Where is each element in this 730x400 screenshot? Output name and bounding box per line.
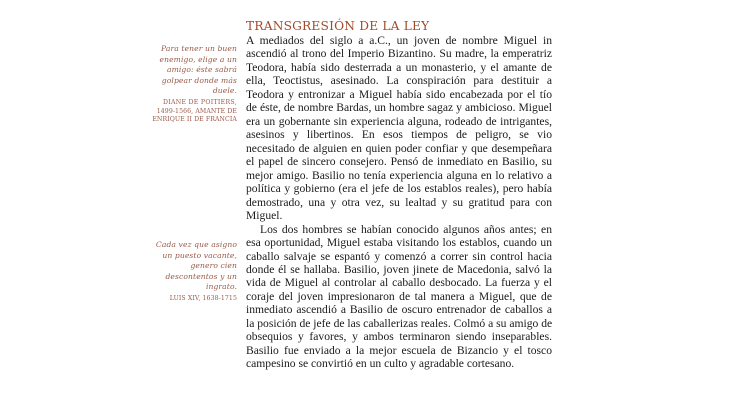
paragraph [246, 34, 552, 223]
quote-line: duele. [212, 86, 237, 96]
paragraph-line: mejor amigo. Basilio no tenía experiencia alguna en lo relativo a [246, 168, 552, 182]
quote-author: DIANE DE POITIERS, [162, 98, 237, 106]
quote-attribution [150, 99, 237, 125]
paragraph-line: de éste, de nombre Bardas, un hombre sagaz y ambicioso. Miguel [246, 101, 552, 115]
quote-line: Cada vez que asigno [155, 240, 237, 249]
quote-luis [150, 240, 237, 304]
quote-line: genero cien [190, 261, 237, 271]
paragraph-line: esa oportunidad, Miguel estaba visitando los establos, cuando un [246, 236, 552, 250]
quote-line: un puesto vacante, [162, 250, 237, 260]
paragraph-line: asesinos y libertinos. En esos tiempos de peligro, se vio [246, 128, 552, 142]
quote-line: descontentos y un [165, 271, 237, 281]
paragraph-line: caballo salvaje se espantó y comenzó a correr sin control hacia [246, 249, 552, 263]
paragraph-line: Los dos hombres se habían conocido algunos años antes; en [260, 222, 552, 236]
paragraph-line: política y gobierno (era el jefe de los establos reales), pero había [246, 182, 552, 196]
paragraph [246, 223, 552, 371]
paragraph-line: inmediato ascendió a Basilio de oscuro entrenador de caballos a [246, 303, 552, 317]
paragraph-line: obsequios y favores, y ambos terminaron siendo inseparables. [246, 330, 552, 344]
quote-text [150, 240, 237, 293]
body-paragraphs [246, 34, 552, 371]
paragraph-line: Teodora y entronizar a Miguel había sido encabezada por el tío [246, 87, 552, 101]
quote-attribution [150, 295, 237, 304]
main-text [246, 19, 552, 371]
quote-line: amigo: éste sabrá [166, 65, 237, 75]
paragraph-line: A mediados del siglo a a.C., un joven de nombre Miguel in [246, 34, 552, 47]
paragraph-line: Miguel. [246, 209, 283, 223]
paragraph-line: la posición de jefe de las caballerizas reales. Colmó a su amigo de [246, 316, 553, 330]
paragraph-line: demostrado, una y otra vez, su lealtad y su gratitud para con [246, 195, 552, 209]
quote-line: Para tener un buen [161, 44, 237, 53]
quote-diane [150, 44, 237, 125]
quote-meta: ENRIQUE II DE FRANCIA [152, 116, 237, 124]
paragraph-line: vida de Miguel al controlar al caballo desbocado. La fuerza y el [246, 276, 552, 290]
paragraph-line: era un gobernante sin experiencia alguna, rodeado de intrigantes, [246, 114, 552, 128]
quote-line: ingrato. [205, 282, 237, 292]
quote-meta: 1499-1566, AMANTE DE [156, 107, 237, 115]
quote-line: golpear donde más [161, 75, 237, 85]
sidebar-quotes [150, 44, 237, 302]
quote-author: LUIS XIV, 1638-1715 [169, 294, 237, 302]
paragraph-line: necesitado de alguien en quien poder confiar y que desempeñara [246, 141, 552, 155]
paragraph-line: donde él se hallaba. Basilio, joven jinete de Macedonia, salvó la [246, 262, 552, 276]
section-title: TRANSGRESIÓN DE LA LEY [246, 19, 430, 33]
paragraph-line: ella, Teoctistus, asesinado. La conspiración para destituir a [246, 74, 552, 88]
paragraph-line: el papel de sincero consejero. Pensó de inmediato en Basilio, su [246, 155, 552, 169]
quote-text [150, 44, 237, 97]
paragraph-line: Basilio fue enviado a la mejor escuela de Bizancio y el tosco [246, 343, 552, 357]
paragraph-line: coraje del joven impresionaron de tal manera a Miguel, que de [246, 289, 552, 303]
quote-line: enemigo, elige a un [159, 54, 237, 64]
paragraph-line: Teodora, había sido desterrada a un monasterio, y el amante de [246, 60, 552, 74]
paragraph-line: ascendió al trono del Imperio Bizantino. Su madre, la emperatriz [246, 47, 552, 61]
paragraph-line: campesino se convirtió en un culto y agradable cortesano. [246, 357, 515, 371]
